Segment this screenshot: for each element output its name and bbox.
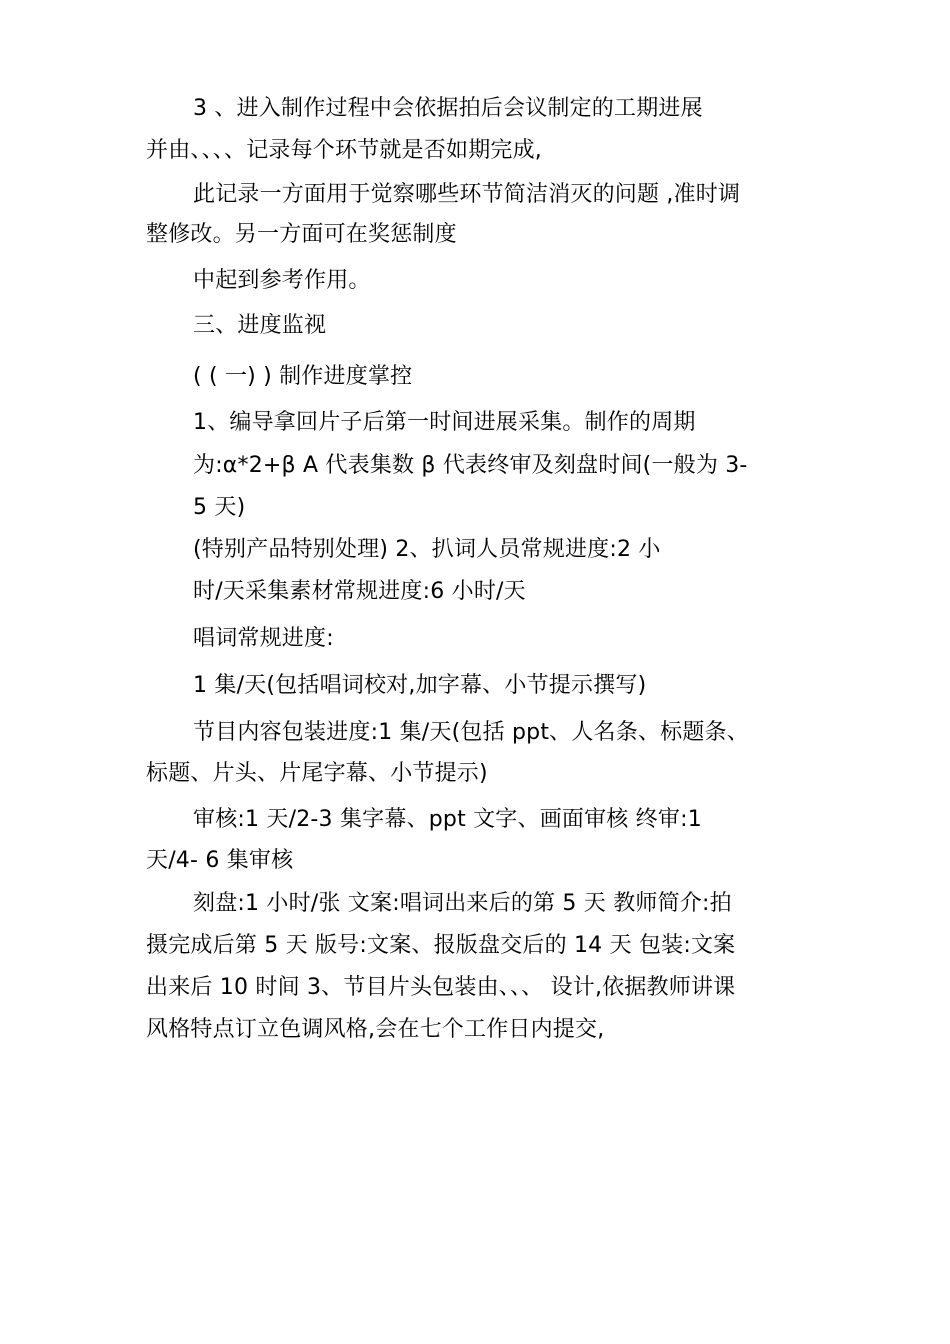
paragraph-line: 5 天) bbox=[193, 495, 246, 520]
paragraph-line: 此记录一方面用于觉察哪些环节简洁消灭的问题 ,准时调 bbox=[193, 182, 741, 207]
paragraph-line: 风格特点订立色调风格,会在七个工作日内提交, bbox=[146, 1017, 605, 1042]
paragraph-line: 中起到参考作用。 bbox=[193, 268, 371, 293]
paragraph-line: 并由、、、、记录每个环节就是否如期完成, bbox=[146, 138, 542, 163]
paragraph-line: 时/天采集素材常规进度:6 小时/天 bbox=[193, 579, 526, 604]
paragraph-line: 标题、片头、片尾字幕、小节提示) bbox=[146, 761, 488, 786]
paragraph-line: 天/4- 6 集审核 bbox=[146, 848, 294, 873]
paragraph-line: 刻盘:1 小时/张 文案:唱词出来后的第 5 天 教师简介:拍 bbox=[193, 891, 732, 916]
section-heading: 三、进度监视 bbox=[193, 313, 327, 338]
paragraph-line: 节目内容包装进度:1 集/天(包括 ppt、人名条、标题条、 bbox=[193, 720, 749, 745]
paragraph-line: (特别产品特别处理) 2、扒词人员常规进度:2 小 bbox=[193, 537, 661, 562]
paragraph-line: 唱词常规进度: bbox=[193, 626, 334, 651]
paragraph-line: 为:α*2+β A 代表集数 β 代表终审及刻盘时间(一般为 3- bbox=[193, 453, 748, 478]
paragraph-line: 1 集/天(包括唱词校对,加字幕、小节提示撰写) bbox=[193, 673, 647, 698]
paragraph-line: 整修改。另一方面可在奖惩制度 bbox=[146, 222, 457, 247]
paragraph-line: 摄完成后第 5 天 版号:文案、报版盘交后的 14 天 包装:文案 bbox=[146, 933, 736, 958]
paragraph-line: 出来后 10 时间 3、节目片头包装由、、、 设计,依据教师讲课 bbox=[146, 975, 736, 1000]
subsection-heading: ( ( 一) ) 制作进度掌控 bbox=[193, 364, 413, 389]
paragraph-line: 审核:1 天/2-3 集字幕、ppt 文字、画面审核 终审:1 bbox=[193, 807, 702, 832]
paragraph-line: 1、编导拿回片子后第一时间进展采集。制作的周期 bbox=[193, 410, 696, 435]
paragraph-line: 3 、进入制作过程中会依据拍后会议制定的工期进展 bbox=[193, 96, 703, 121]
